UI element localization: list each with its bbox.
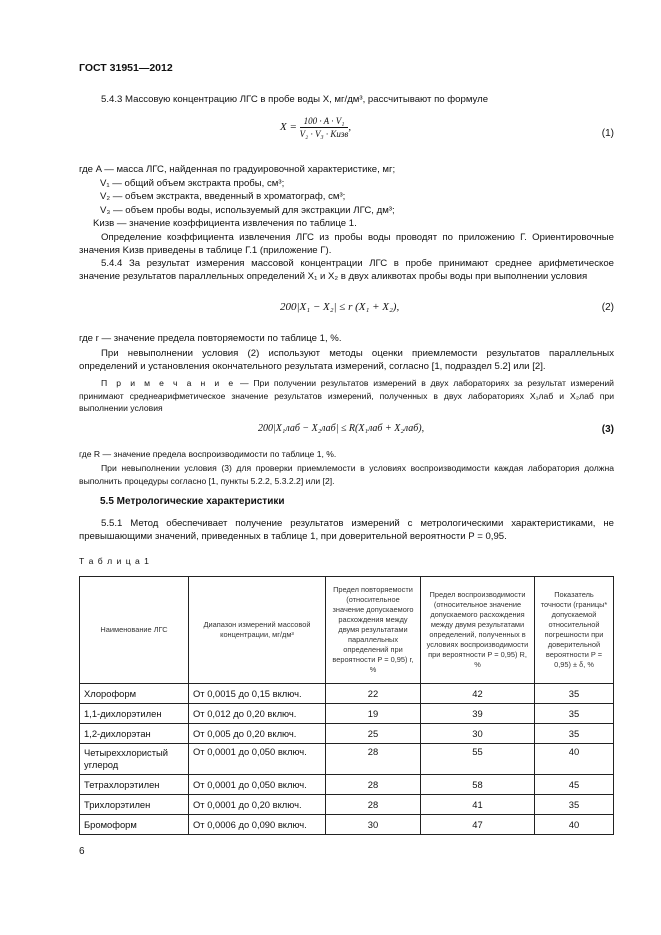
note-label: П р и м е ч а н и е bbox=[101, 378, 236, 388]
cell-name: Бромоформ bbox=[80, 815, 189, 835]
cell-range: От 0,0001 до 0,050 включ. bbox=[189, 744, 326, 775]
paragraph-5-4-4: 5.4.4 За результат измерения массовой концентрации ЛГС в пробе принимают среднее арифметическое значение результатов параллельных определений X₁ и X₂ в двух аликвотах пробы воды при выполнении условия bbox=[79, 258, 614, 282]
table-1 bbox=[79, 576, 614, 835]
equation-number-2: (2) bbox=[601, 302, 614, 313]
legend-V2: V₂ — объем экстракта, введенный в хроматограф, см³; bbox=[100, 191, 346, 202]
col-header-name: Наименование ЛГС bbox=[80, 577, 189, 684]
cell-r: 28 bbox=[326, 744, 421, 775]
cell-range: От 0,0001 до 0,20 включ. bbox=[189, 795, 326, 815]
legend-A: где A — масса ЛГС, найденная по градуировочной характеристике, мг; bbox=[79, 164, 396, 175]
section-5-5-title: 5.5 Метрологические характеристики bbox=[100, 496, 285, 507]
table-row bbox=[80, 775, 614, 795]
cell-r: 22 bbox=[326, 684, 421, 704]
cell-r: 28 bbox=[326, 775, 421, 795]
cell-name: Хлороформ bbox=[80, 684, 189, 704]
cell-R: 55 bbox=[421, 744, 535, 775]
table-row bbox=[80, 815, 614, 835]
formula-1 bbox=[280, 116, 351, 139]
table-row bbox=[80, 704, 614, 724]
legend-Kizv: Kизв — значение коэффициента извлечения по таблице 1. bbox=[93, 218, 357, 229]
note-text: — При получении результатов измерений в двух лабораториях за результат измерений принимают среднеарифметическое значение результатов измерений, полученных в двух лабораториях X₁лаб и X₂лаб при выполнении условия bbox=[79, 378, 614, 413]
cell-R: 30 bbox=[421, 724, 535, 744]
formula-3-legend: где R — значение предела воспроизводимости по таблице 1, %. bbox=[79, 449, 337, 459]
cell-name: Тетрахлорэтилен bbox=[80, 775, 189, 795]
cell-r: 25 bbox=[326, 724, 421, 744]
cell-name: 1,2-дихлорэтан bbox=[80, 724, 189, 744]
cell-range: От 0,0015 до 0,15 включ. bbox=[189, 684, 326, 704]
cell-R: 42 bbox=[421, 684, 535, 704]
note-block bbox=[79, 377, 614, 415]
cell-delta: 45 bbox=[535, 775, 614, 795]
cell-R: 58 bbox=[421, 775, 535, 795]
formula-1-legend bbox=[79, 163, 395, 231]
table-row bbox=[80, 744, 614, 775]
col-header-repeatability: Предел повторяемости (относительное значение допускаемого расхождения между двумя результатами параллельных определений при вероятности P = 0,95) r, % bbox=[326, 577, 421, 684]
formula-2: 200|X₁ − X₂| ≤ r (X₁ + X₂), bbox=[280, 301, 400, 313]
document-header: ГОСТ 31951—2012 bbox=[79, 62, 173, 74]
table-row bbox=[80, 795, 614, 815]
legend-V1: V₁ — общий объем экстракта пробы, см³; bbox=[100, 177, 285, 189]
cell-delta: 35 bbox=[535, 704, 614, 724]
legend-V3: V₃ — объем пробы воды, используемый для экстракции ЛГС, дм³; bbox=[100, 204, 395, 216]
formula-1-numerator: 100 · A · V₁ bbox=[300, 116, 349, 128]
formula-1-lhs: X = bbox=[280, 121, 297, 134]
cell-name: 1,1-дихлорэтилен bbox=[80, 704, 189, 724]
cell-delta: 40 bbox=[535, 744, 614, 775]
cell-delta: 35 bbox=[535, 724, 614, 744]
cell-range: От 0,012 до 0,20 включ. bbox=[189, 704, 326, 724]
cell-r: 19 bbox=[326, 704, 421, 724]
cell-R: 39 bbox=[421, 704, 535, 724]
page-number: 6 bbox=[79, 846, 85, 857]
cell-delta: 35 bbox=[535, 684, 614, 704]
paragraph-5-4-3: 5.4.3 Массовую концентрацию ЛГС в пробе воды X, мг/дм³, рассчитывают по формуле bbox=[101, 94, 489, 105]
cell-name: Четыреххлористый углерод bbox=[80, 744, 189, 775]
table-row bbox=[80, 724, 614, 744]
paragraph-nonfulfil-2: При невыполнении условия (2) используют методы оценки приемлемости результатов параллельных определений и установления окончательного результата измерений, согласно [1, подраздел 5.2] или [2]. bbox=[79, 348, 614, 372]
cell-r: 30 bbox=[326, 815, 421, 835]
col-header-accuracy: Показатель точности (границы* допускаемой относительной погрешности при доверительной вероятности P = 0,95) ± δ, % bbox=[535, 577, 614, 684]
formula-2-legend: где r — значение предела повторяемости по таблице 1, %. bbox=[79, 333, 342, 344]
cell-R: 41 bbox=[421, 795, 535, 815]
table-header-row bbox=[80, 577, 614, 684]
table-title: Т а б л и ц а 1 bbox=[79, 556, 150, 566]
formula-3: 200|X₁лаб − X₂лаб| ≤ R(X₁лаб + X₂лаб), bbox=[258, 423, 425, 434]
cell-range: От 0,0006 до 0,090 включ. bbox=[189, 815, 326, 835]
cell-name: Трихлорэтилен bbox=[80, 795, 189, 815]
formula-1-tail: , bbox=[348, 121, 352, 134]
cell-delta: 40 bbox=[535, 815, 614, 835]
table-row bbox=[80, 684, 614, 704]
equation-number-1: (1) bbox=[601, 128, 614, 139]
col-header-range: Диапазон измерений массовой концентрации, мг/дм³ bbox=[189, 577, 326, 684]
equation-number-3: (3) bbox=[601, 424, 614, 435]
paragraph-nonfulfil-3: При невыполнении условия (3) для проверки приемлемости в условиях воспроизводимости каждая лаборатория должна выполнить процедуры согласно [1, пункты 5.2.2, 5.3.2.2] или [2]. bbox=[79, 463, 614, 486]
cell-range: От 0,0001 до 0,050 включ. bbox=[189, 775, 326, 795]
formula-1-fraction bbox=[299, 116, 352, 139]
paragraph-5-5-1: 5.5.1 Метод обеспечивает получение результатов измерений с метрологическими характеристиками, не превышающими значений, приведенных в таблице 1, при доверительной вероятности P = 0,95. bbox=[79, 518, 614, 542]
formula-1-denominator: V₂ · V₃ · Kизв bbox=[299, 129, 349, 139]
cell-delta: 35 bbox=[535, 795, 614, 815]
cell-range: От 0,005 до 0,20 включ. bbox=[189, 724, 326, 744]
cell-R: 47 bbox=[421, 815, 535, 835]
cell-r: 28 bbox=[326, 795, 421, 815]
col-header-reproducibility: Предел воспроизводимости (относительное значение допускаемого расхождения между двумя результатами определений, полученных в условиях воспроизводимости при вероятности P = 0,95) R, % bbox=[421, 577, 535, 684]
paragraph-kizv: Определение коэффициента извлечения ЛГС из пробы воды проводят по приложению Г. Ориентировочные значения Kизв приведены в таблице Г.1 (приложение Г). bbox=[79, 232, 614, 256]
